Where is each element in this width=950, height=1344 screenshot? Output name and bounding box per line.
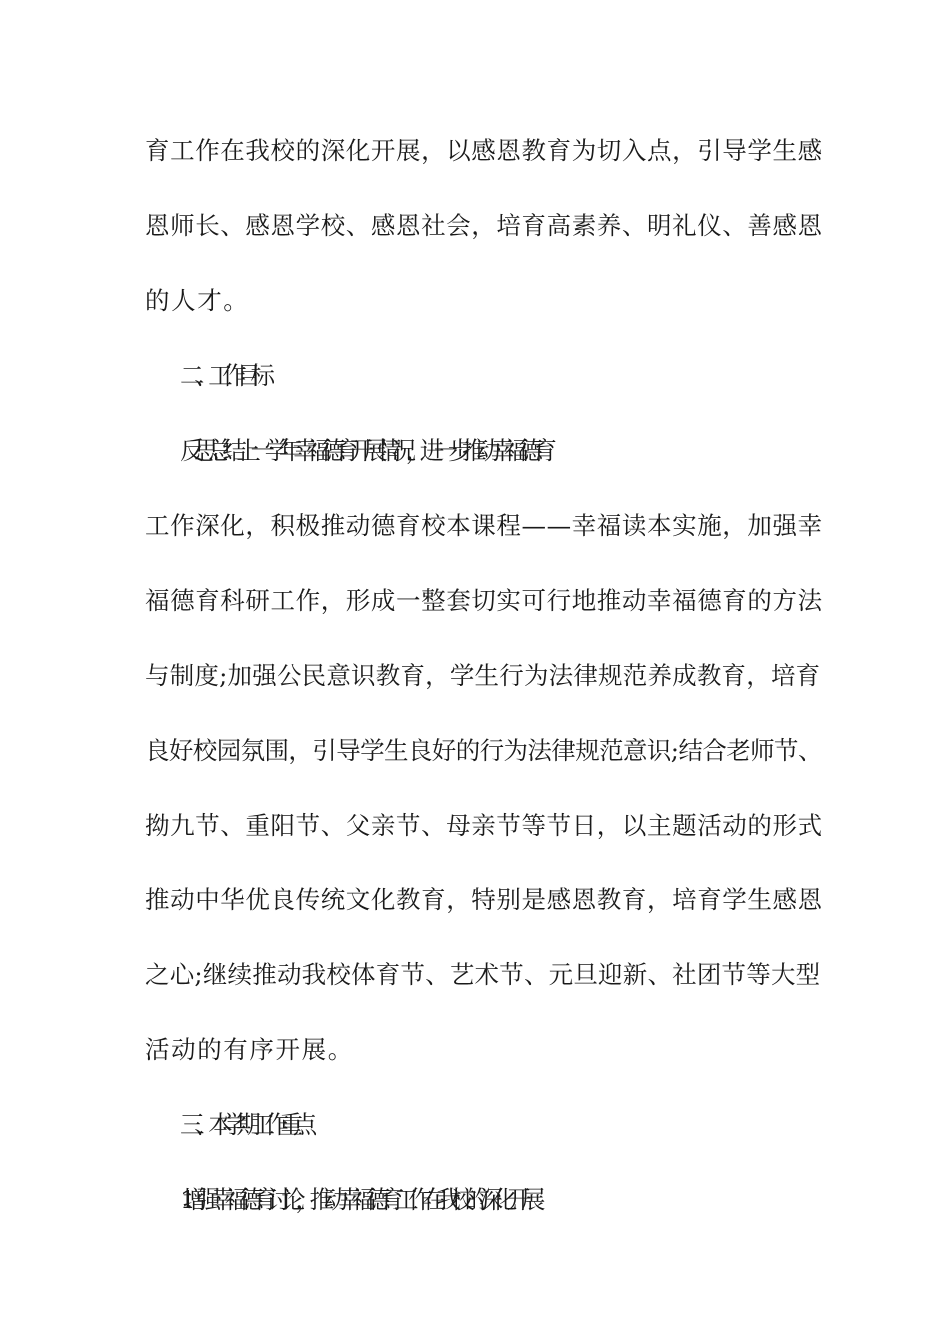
paragraph-line: 福德育科研工作，形成一整套切实可行地推动幸福德育的方法 — [145, 586, 823, 615]
paragraph-line: 拗九节、重阳节、父亲节、母亲节等节日，以主题活动的形式 — [145, 811, 823, 840]
paragraph-line: 恩师长、感恩学校、感恩社会，培育高素养、明礼仪、善感恩 — [145, 211, 823, 240]
paragraph-line: 推动中华优良传统文化教育，特别是感恩教育，培育学生感恩 — [145, 885, 823, 914]
paragraph-line: 反思总结上一学年幸福德育开展情况，进一步推动幸福德育 — [180, 436, 547, 465]
paragraph-line: 之心;继续推动我校体育节、艺术节、元旦迎新、社团节等大型 — [145, 960, 821, 989]
list-item: 1.增强幸福德育讨论，推动幸福德育工作在我校的深化开展 — [180, 1185, 536, 1214]
paragraph-line: 活动的有序开展。 — [145, 1035, 354, 1064]
paragraph-line: 工作深化，积极推动德育校本课程——幸福读本实施，加强幸 — [145, 511, 823, 540]
section-heading: 三、本学期工作重点 — [180, 1110, 307, 1139]
paragraph-line: 良好校园氛围，引导学生良好的行为法律规范意识;结合老师节、 — [145, 736, 822, 765]
section-heading: 二、工作目标 — [180, 361, 265, 390]
paragraph-line: 育工作在我校的深化开展，以感恩教育为切入点，引导学生感 — [145, 136, 823, 165]
paragraph-line: 的人才。 — [145, 286, 250, 315]
paragraph-line: 与制度;加强公民意识教育，学生行为法律规范养成教育，培育 — [145, 661, 821, 690]
